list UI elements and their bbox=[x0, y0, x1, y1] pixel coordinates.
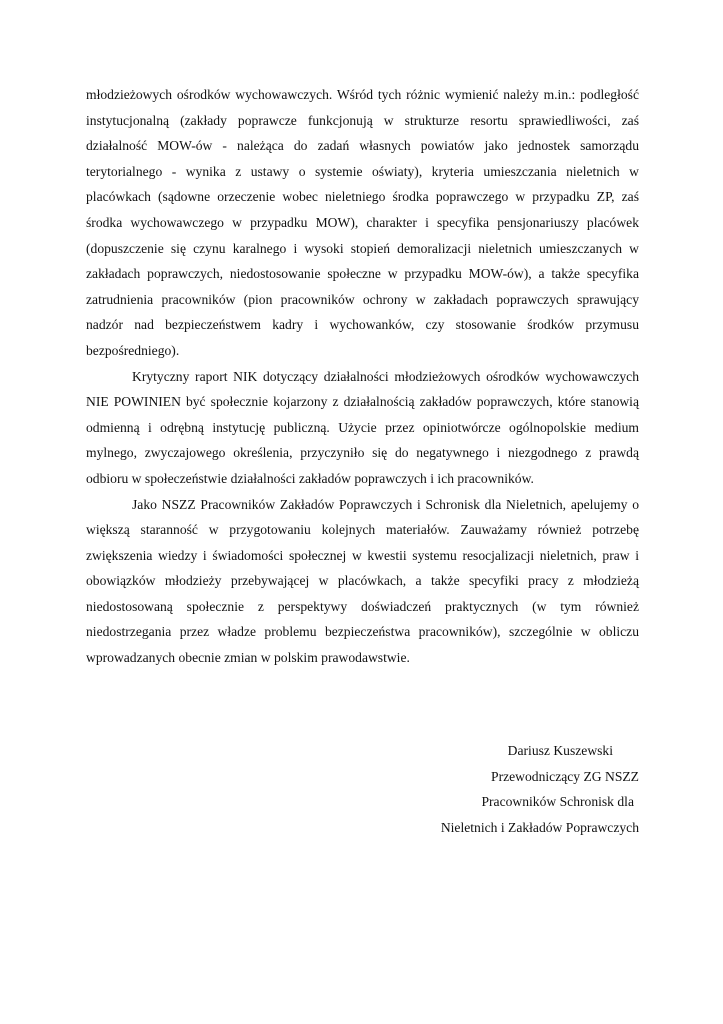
signatory-role-line-2: Pracowników Schronisk dla bbox=[481, 794, 634, 810]
signature-block bbox=[379, 738, 639, 840]
paragraph-nik-report: Krytyczny raport NIK dotyczący działalności młodzieżowych ośrodków wychowawczych NIE POWINIEN być społecznie kojarzony z działalnością zakładów poprawczych, które stanowią odmienną i odrębną instytucję publiczną. Użycie przez opiniotwórcze ogólnopolskie medium mylnego, zwyczajowego określenia, przyczyniło się do negatywnego i niezgodnego z prawdą odbioru w społeczeństwie działalności zakładów poprawczych i ich pracowników. bbox=[86, 368, 639, 486]
signatory-name: Dariusz Kuszewski bbox=[507, 743, 613, 758]
paragraph-continuation: młodzieżowych ośrodków wychowawczych. Wśród tych różnic wymienić należy m.in.: podległość instytucjonalną (zakłady poprawcze funkcjonują w strukturze resortu sprawiedliwości, zaś działalność MOW-ów - należąca do zadań własnych powiatów jako jednostek samorządu terytorialnego - wynika z ustawy o systemie oświaty), kryteria umieszczania nieletnich w placówkach (sądowne orzeczenie wobec nieletniego środka poprawczego w przypadku ZP, zaś środka wychowawczego w przypadku MOW), charakter i specyfika pensjonariuszy placówek (dopuszczenie się czynu karalnego i wysoki stopień demoralizacji nieletnich umieszczanych w zakładach poprawczych, niedostosowanie społeczne w przypadku MOW-ów), a także specyfika zatrudnienia pracowników (pion pracowników ochrony w zakładach poprawczych sprawujący nadzór nad bezpieczeństwem kadry i wychowanków, czy stosowanie środków przymusu bezpośredniego). bbox=[86, 87, 639, 358]
paragraph-appeal: Jako NSZZ Pracowników Zakładów Poprawczych i Schronisk dla Nieletnich, apelujemy o większą staranność w przygotowaniu kolejnych materiałów. Zauważamy również potrzebę zwiększenia wiedzy i świadomości społecznej w kwestii systemu resocjalizacji nieletnich, praw i obowiązków młodzieży przebywającej w placówkach, a także specyfiki pracy z młodzieżą niedostosowaną społecznie z perspektywy doświadczeń praktycznych (w tym również niedostrzegania przez władze problemu bezpieczeństwa pracowników), szczególnie w obliczu wprowadzanych obecnie zmian w polskim prawodawstwie. bbox=[86, 496, 639, 666]
signatory-role-line-3: Nieletnich i Zakładów Poprawczych bbox=[440, 819, 639, 835]
signatory-role-line-1: Przewodniczący ZG NSZZ bbox=[491, 768, 639, 784]
document-body bbox=[86, 82, 639, 671]
